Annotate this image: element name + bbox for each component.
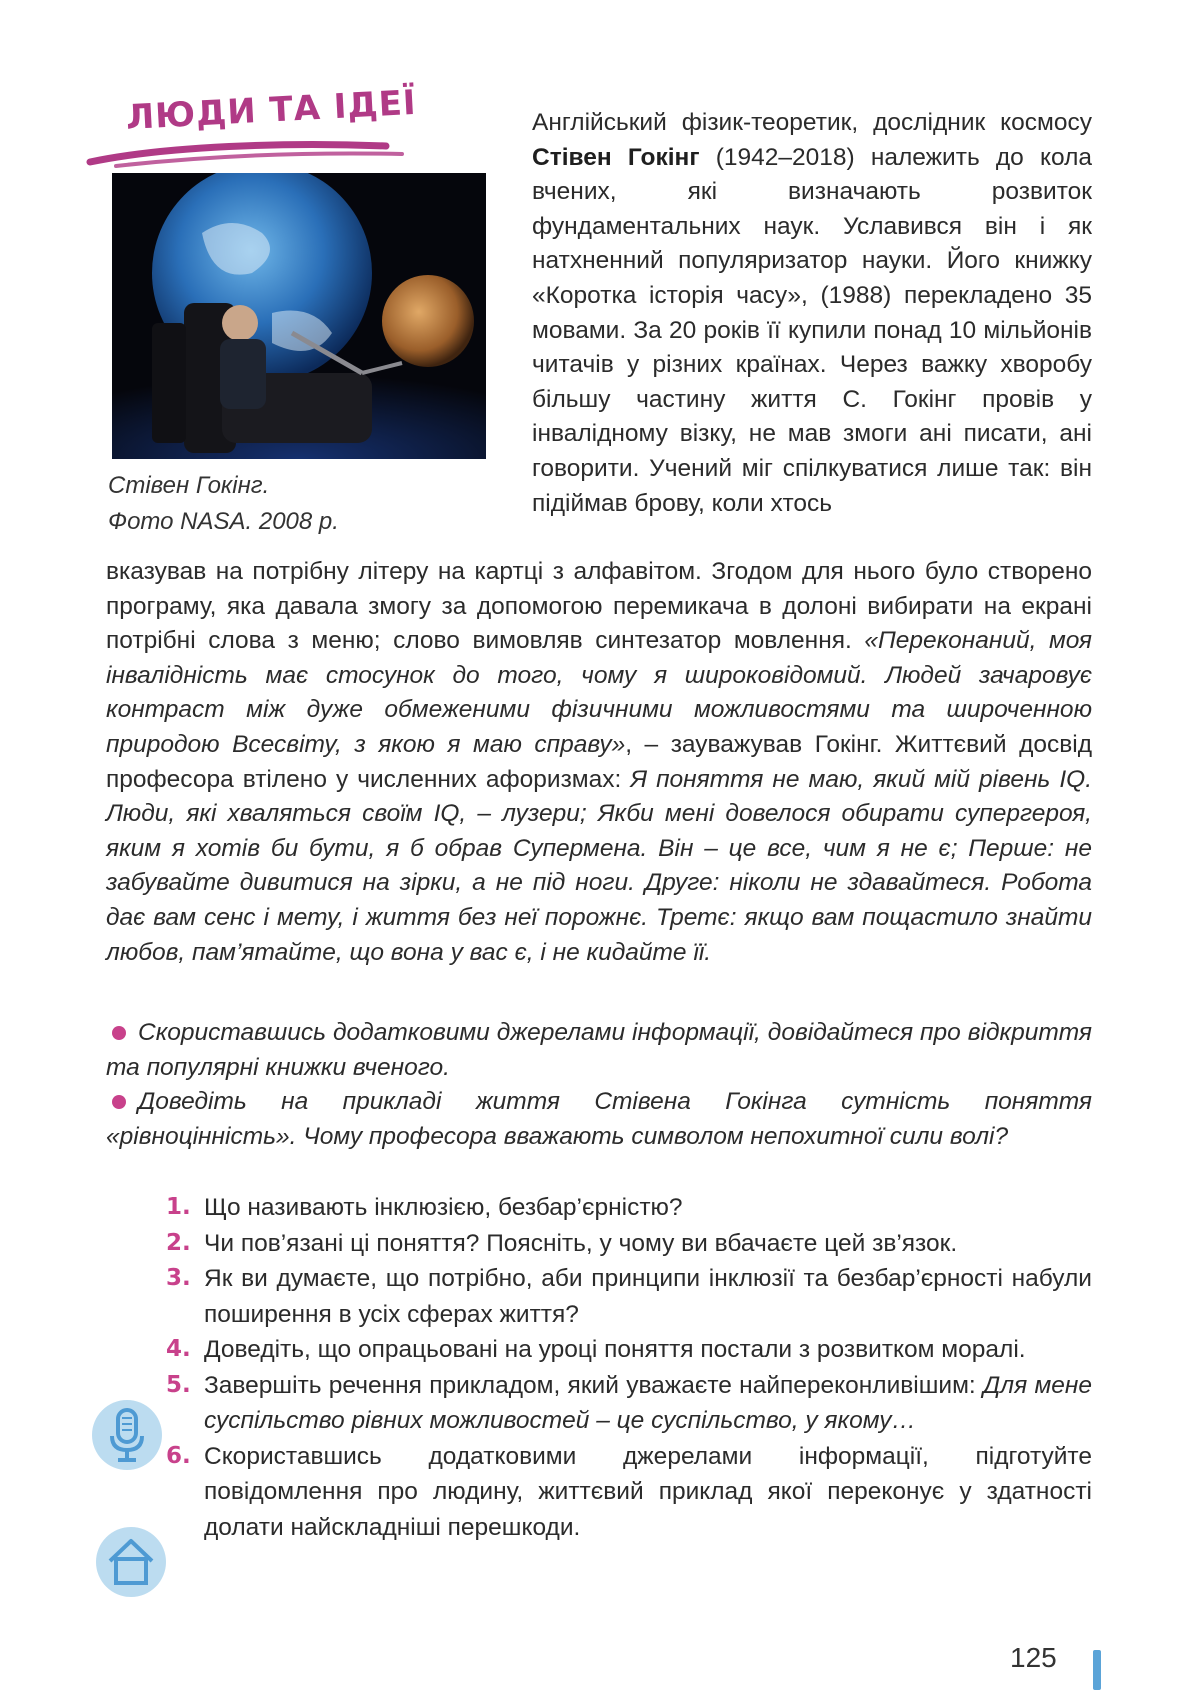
quote-attribution: , – зауважував Гокінг. Життєвий досвід професора втілено у численних афоризмах: [106, 730, 1092, 793]
question-text: Як ви думаєте, що потрібно, аби принципи інклюзії та безбар’єрності набули поширення в усіх сферах життя? [204, 1265, 1092, 1328]
page-edge-marker [1093, 1650, 1101, 1690]
question-number: 2. [166, 1229, 191, 1256]
photo-caption [108, 468, 478, 540]
question-number: 4. [166, 1336, 191, 1362]
intro-paragraph-right [532, 106, 1092, 521]
question-item [166, 1190, 1092, 1226]
question-number: 1. [166, 1194, 191, 1220]
question-item [166, 1439, 1092, 1546]
question-text-italic: Для мене суспільство рівних можливостей – це суспільство, у якому… [204, 1371, 1092, 1434]
intro-continuation: вказував на потрібну літеру на картці з алфавітом. Згодом для нього було створено програму, яка давала змогу за допомогою перемикача в долоні вибирати на екрані потрібні слова з меню; слово вимовляв синтезатор мовлення. [106, 558, 1092, 655]
section-underline-stroke [86, 132, 406, 172]
question-text: Завершіть речення прикладом, який уважаєте найпереконливішим: [204, 1371, 984, 1399]
question-item [166, 1226, 1092, 1262]
home-icon [96, 1527, 166, 1597]
intro-text-start: Англійський фізик-теоретик, дослідник космосу [532, 109, 1092, 136]
task-text: Доведіть на прикладі життя Стівена Гокінга сутність поняття «рівноцінність». Чому професора вважають символом непохитної сили волі? [106, 1088, 1092, 1150]
question-item [166, 1368, 1092, 1439]
caption-line-2: Фото NASA. 2008 р. [108, 508, 339, 535]
stephen-hawking-photo [112, 173, 486, 459]
microphone-icon [92, 1400, 162, 1470]
task-item [106, 1085, 1092, 1154]
question-number: 6. [166, 1442, 191, 1469]
question-item [166, 1332, 1092, 1368]
question-number: 5. [166, 1371, 191, 1398]
task-item [106, 1016, 1092, 1085]
page-number: 125 [1010, 1642, 1057, 1673]
question-text: Що називають інклюзією, безбар’єрністю? [204, 1194, 683, 1221]
question-item [166, 1261, 1092, 1332]
section-header [86, 82, 418, 178]
intro-text-rest: (1942–2018) належить до кола вчених, які визначають розвиток фундаментальних наук. Уславився він і як натхненний популяризатор науки. Його книжку «Коротка історія часу», (1988) перекладено 35 мовами. За 20 років її купили понад 10 мільйонів читачів у різних країнах. Через важку хворобу більшу частину життя С. Гокінг провів у інвалідному візку, не мав змоги ані писати, ані говорити. Учений міг спілкуватися лише так: він підіймав брову, коли хтось [532, 143, 1092, 517]
intro-paragraph-full [106, 555, 1092, 970]
scientist-name: Стівен Гокінг [532, 143, 700, 171]
hawking-quote: «Переконаний, моя інвалідність має стосунок до того, чому я широковідомий. Людей зачаровує контраст між дуже обмеженими фізичними можливостями та широченною природою Всесвіту, з якою я маю справу» [106, 627, 1092, 758]
bullet-dot-icon [112, 1026, 126, 1040]
bullet-dot-icon [112, 1095, 126, 1109]
question-text: Чи пов’язані ці поняття? Поясніть, у чому ви вбачаєте цей зв’язок. [204, 1229, 958, 1257]
question-text: Доведіть, що опрацьовані на уроці поняття постали з розвитком моралі. [204, 1336, 1026, 1363]
section-title: ЛЮДИ ТА ІДЕЇ [124, 82, 418, 138]
task-list [106, 1016, 1092, 1154]
task-text: Скориставшись додатковими джерелами інформації, довідайтеся про відкриття та популярні книжки вченого. [106, 1019, 1092, 1081]
aphorisms: Я поняття не маю, який мій рівень IQ. Люди, які хваляться своїм IQ, – лузери; Якби мені довелося обирати супергероя, яким я хотів би бути, я б обрав Супермена. Він – це все, чим я не є; Перше: не забувайте дивитися на зірки, а не під ноги. Друге: ніколи не здавайтеся. Робота дає вам сенс і мету, і життя без неї порожнє. Третє: якщо вам пощастило знайти любов, пам’ятайте, що вона у вас є, і не кидайте її. [106, 765, 1092, 966]
photo-illustration [112, 173, 486, 459]
question-list [166, 1190, 1092, 1545]
caption-line-1: Стівен Гокінг. [108, 472, 270, 499]
question-text: Скориставшись додатковими джерелами інформації, підготуйте повідомлення про людину, життєвий приклад якої переконує у здатності долати найскладніші перешкоди. [204, 1442, 1092, 1541]
question-number: 3. [166, 1265, 191, 1291]
